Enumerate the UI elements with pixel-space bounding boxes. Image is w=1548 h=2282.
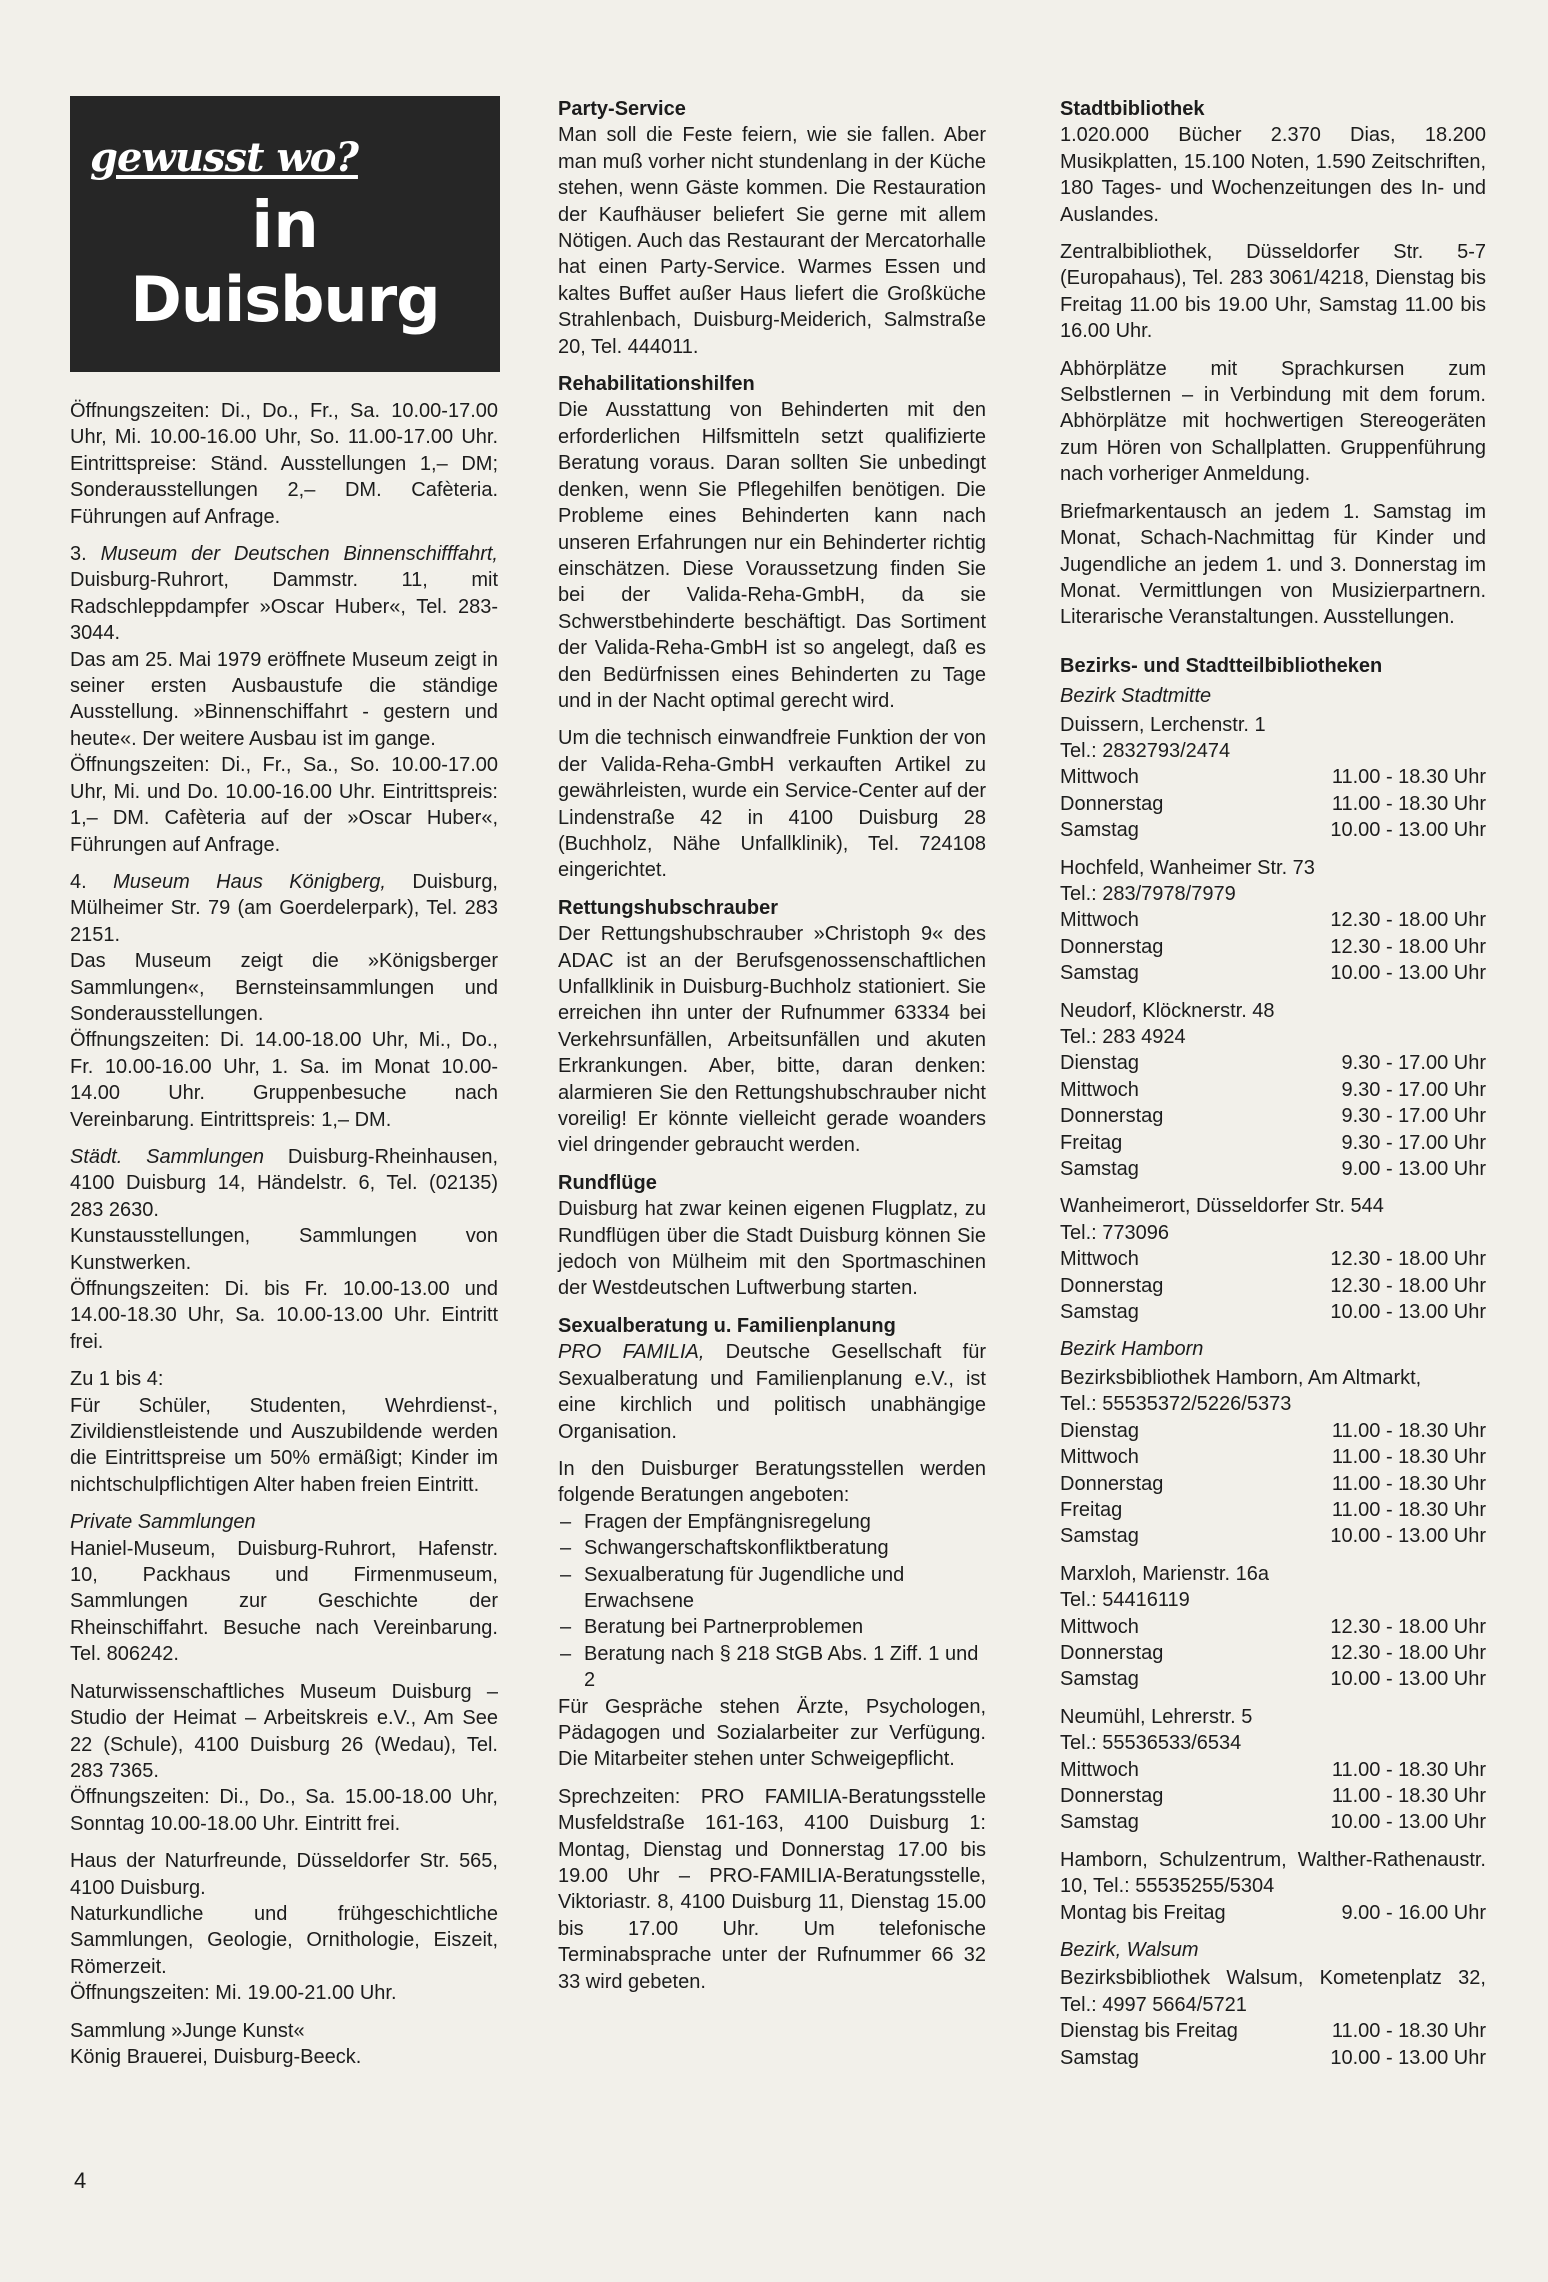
- museum-paragraph: [70, 1027, 498, 1133]
- entry-text: Duisburg, Mülheimer Str. 79 (am Goerdelerpark), Tel. 283 2151.: [70, 870, 498, 946]
- time-range: 9.30 - 17.00 Uhr: [1341, 1052, 1486, 1075]
- museum-paragraph: [70, 1536, 498, 1668]
- hours-row: [1060, 1418, 1486, 1444]
- branch-address: Neumühl, Lehrerstr. 5: [1060, 1705, 1253, 1728]
- hours-row: [1060, 1757, 1486, 1783]
- museum-paragraph: [70, 869, 498, 948]
- branch-address: Wanheimerort, Düsseldorfer Str. 544: [1060, 1195, 1384, 1218]
- hours-row: [1060, 1050, 1486, 1076]
- weekday: Freitag: [1060, 1498, 1123, 1521]
- stadtbibliothek-listening: Abhörplätze mit Sprachkursen zum Selbstlernen – in Verbindung mit dem forum. Abhörplätze mit hochwertigen Stereogeräten zum Hören von Schallplatten. Gruppenführung nach vorheriger Anmeldung.: [1060, 357, 1486, 486]
- district-name: Bezirk, Walsum: [1060, 1939, 1199, 1961]
- branch-phone: Tel.: 283/7978/7979: [1060, 882, 1236, 905]
- entry-text: Öffnungszeiten: Di., Do., Sa. 15.00-18.00 Uhr, Sonntag 10.00-18.00 Uhr. Eintritt frei.: [70, 1786, 498, 1835]
- masthead-in: in: [251, 189, 319, 263]
- opening-hours-table: [1060, 1418, 1486, 1550]
- weekday: Donnerstag: [1060, 1274, 1164, 1297]
- opening-hours-table: [1060, 764, 1486, 843]
- weekday: Mittwoch: [1060, 1248, 1139, 1271]
- time-range: 9.30 - 17.00 Uhr: [1341, 1105, 1486, 1128]
- branch-phone: Tel.: 2832793/2474: [1060, 739, 1231, 762]
- hours-row: [1060, 1497, 1486, 1523]
- museum-listings: [70, 398, 498, 2070]
- entry-text: König Brauerei, Duisburg-Beeck.: [70, 2045, 362, 2068]
- hours-row: [1060, 1614, 1486, 1640]
- weekday: Samstag: [1060, 2046, 1139, 2069]
- weekday: Mittwoch: [1060, 766, 1139, 789]
- masthead-box: [70, 96, 500, 372]
- hours-row: [1060, 2018, 1486, 2044]
- entry-text: Öffnungszeiten: Di., Do., Fr., Sa. 10.00-17.00 Uhr, Mi. 10.00-16.00 Uhr, So. 11.00-17.00 Uhr. Eintrittspreise: Ständ. Ausstellungen 1,– DM; Sonderausstellungen 2,– DM. Cafèteria. Führungen auf Anfrage.: [70, 400, 498, 528]
- entry-number: 3.: [70, 543, 101, 566]
- time-range: 11.00 - 18.30 Uhr: [1331, 1446, 1486, 1469]
- hours-row: [1060, 1156, 1486, 1182]
- branch-phone: Tel.: 55535372/5226/5373: [1060, 1393, 1292, 1416]
- weekday: Dienstag bis Freitag: [1060, 2020, 1238, 2043]
- entry-text: Sammlung »Junge Kunst«: [70, 2019, 305, 2042]
- branch-phone: Tel.: 773096: [1060, 1221, 1169, 1244]
- museum-paragraph: [70, 1509, 498, 1535]
- weekday: Mittwoch: [1060, 909, 1139, 932]
- entry-text: Öffnungszeiten: Di. 14.00-18.00 Uhr, Mi., Do., Fr. 10.00-16.00 Uhr, 1. Sa. im Monat 10.00-14.00 Uhr. Gruppenbesuche nach Vereinbarung. Eintrittspreis: 1,– DM.: [70, 1029, 498, 1131]
- entry-number: 4.: [70, 870, 114, 893]
- hours-row: [1060, 764, 1486, 790]
- branch-address: Bezirksbibliothek Hamborn, Am Altmarkt,: [1060, 1366, 1422, 1389]
- district-name: Bezirk Stadtmitte: [1060, 685, 1212, 708]
- masthead-city: Duisburg: [130, 263, 440, 336]
- opening-hours-table: [1060, 907, 1486, 986]
- branch-phone: Tel.: 54416119: [1060, 1589, 1190, 1612]
- entry-text: Zu 1 bis 4:: [70, 1368, 164, 1391]
- entry-title: Museum Haus Königberg,: [113, 870, 386, 893]
- museum-paragraph: [70, 647, 498, 753]
- entry-title: Private Sammlungen: [70, 1511, 256, 1534]
- time-range: 12.30 - 18.00 Uhr: [1330, 935, 1486, 958]
- weekday: Montag bis Freitag: [1060, 1901, 1226, 1924]
- time-range: 11.00 - 18.30 Uhr: [1331, 1419, 1486, 1442]
- entry-text: Naturwissenschaftliches Museum Duisburg – Studio der Heimat – Arbeitskreis e.V., Am See 22 (Schule), 4100 Duisburg 26 (Wedau), Tel. 283 7365.: [70, 1680, 498, 1782]
- branch-address: Hochfeld, Wanheimer Str. 73: [1060, 856, 1315, 879]
- branch-address: Duissern, Lerchenstr. 1: [1060, 713, 1266, 736]
- entry-text: Haus der Naturfreunde, Düsseldorfer Str. 565, 4100 Duisburg.: [70, 1850, 498, 1899]
- time-range: 12.30 - 18.00 Uhr: [1330, 1248, 1486, 1271]
- sexualberatung-staff: Für Gespräche stehen Ärzte, Psychologen, Pädagogen und Sozialarbeiter zur Verfügung. Die Mitarbeiter stehen unter Schweigepflicht.: [558, 1695, 986, 1771]
- sexualberatung-hours: Sprechzeiten: PRO FAMILIA-Beratungsstelle Musfeldstraße 161-163, 4100 Duisburg 1: Montag, Dienstag und Donnerstag 17.00 bis 19.00 Uhr – PRO-FAMILIA-Beratungsstelle, Viktoriastr. 8, 4100 Duisburg 11, Dienstag 15.00 bis 17.00 Uhr. Um telefonische Terminabsprache unter der Rufnummer 66 32 33 wird gebeten.: [558, 1785, 986, 1993]
- museum-paragraph: [70, 1393, 498, 1499]
- entry-text: Öffnungszeiten: Di. bis Fr. 10.00-13.00 und 14.00-18.30 Uhr, Sa. 10.00-13.00 Uhr. Eintritt frei.: [70, 1278, 498, 1353]
- rundfluege-heading: Rundflüge: [558, 1171, 657, 1194]
- weekday: Samstag: [1060, 1525, 1139, 1548]
- opening-hours-table: [1060, 1900, 1486, 1926]
- beratung-item: – Sexualberatung für Jugendliche und Erwachsene: [558, 1562, 986, 1615]
- entry-text: Kunstausstellungen, Sammlungen von Kunstwerken.: [70, 1225, 498, 1274]
- weekday: Donnerstag: [1060, 792, 1164, 815]
- museum-paragraph: [70, 541, 498, 647]
- entry-text: Duisburg-Rheinhausen, 4100 Duisburg 14, Händelstr. 6, Tel. (02135) 283 2630.: [70, 1145, 498, 1221]
- hours-row: [1060, 1130, 1486, 1156]
- opening-hours-table: [1060, 1614, 1486, 1693]
- hours-row: [1060, 791, 1486, 817]
- branch-address: Bezirksbibliothek Walsum, Kometenplatz 32, Tel.: 4997 5664/5721: [1060, 1967, 1486, 2016]
- weekday: Dienstag: [1060, 1052, 1139, 1075]
- weekday: Mittwoch: [1060, 1758, 1139, 1781]
- pro-familia-intro-text: Deutsche Gesellschaft für Sexualberatung und Familienplanung e.V., ist eine kirchlich und politisch unabhängige Organisation.: [558, 1341, 986, 1443]
- opening-hours-table: [1060, 1757, 1486, 1836]
- museum-paragraph: [70, 948, 498, 1027]
- masthead-subtitle: gewusst wo?: [90, 134, 358, 181]
- branch-address: Marxloh, Marienstr. 16a: [1060, 1562, 1269, 1585]
- entry-text: Das am 25. Mai 1979 eröffnete Museum zeigt in seiner ersten Ausbaustufe die ständige Ausstellung. »Binnenschiffahrt - gestern und heute«. Der weitere Ausbau ist im gange.: [70, 648, 498, 750]
- museum-paragraph: [70, 1679, 498, 1785]
- weekday: Mittwoch: [1060, 1446, 1139, 1469]
- branch-phone: Tel.: 283 4924: [1060, 1026, 1186, 1048]
- time-range: 10.00 - 13.00 Uhr: [1330, 819, 1486, 842]
- hours-row: [1060, 1077, 1486, 1103]
- bezirk-heading: Bezirks- und Stadtteilbibliotheken: [1060, 654, 1383, 677]
- time-range: 12.30 - 18.00 Uhr: [1330, 909, 1486, 932]
- reha-text-2: Um die technisch einwandfreie Funktion der von der Valida-Reha-GmbH verkauften Artikel zu gewährleisten, wurde ein Service-Center auf der Lindenstraße 42 in 4100 Duisburg 28 (Buchholz, Nähe Unfallklinik), Tel. 724108 eingerichtet.: [558, 727, 986, 882]
- museum-paragraph: [70, 1223, 498, 1276]
- time-range: 11.00 - 18.30 Uhr: [1331, 1784, 1486, 1807]
- party-service-heading: Party-Service: [558, 98, 686, 120]
- time-range: 10.00 - 13.00 Uhr: [1330, 1301, 1486, 1324]
- museum-paragraph: [70, 1784, 498, 1837]
- hours-row: [1060, 1523, 1486, 1549]
- weekday: Donnerstag: [1060, 1641, 1164, 1664]
- beratung-item: – Beratung nach § 218 StGB Abs. 1 Ziff. 1 und 2: [558, 1641, 986, 1694]
- weekday: Donnerstag: [1060, 935, 1164, 958]
- stadtbibliothek-events: Briefmarkentausch an jedem 1. Samstag im Monat, Schach-Nachmittag für Kinder und Jugendliche an jedem 1. und 3. Donnerstag im Monat. Vermittlungen von Musizierpartnern. Literarische Veranstaltungen. Ausstellungen.: [1060, 500, 1486, 629]
- branch-address: Neudorf, Klöcknerstr. 48: [1060, 999, 1275, 1022]
- time-range: 10.00 - 13.00 Uhr: [1330, 1525, 1486, 1548]
- opening-hours-table: [1060, 2018, 1486, 2071]
- time-range: 11.00 - 18.30 Uhr: [1331, 766, 1486, 789]
- hours-row: [1060, 1471, 1486, 1497]
- reha-heading: Rehabilitationshilfen: [558, 373, 755, 396]
- hours-row: [1060, 1900, 1486, 1926]
- weekday: Mittwoch: [1060, 1078, 1139, 1101]
- museum-paragraph: [70, 1901, 498, 1980]
- sexualberatung-heading: Sexualberatung u. Familienplanung: [558, 1314, 896, 1337]
- time-range: 9.00 - 13.00 Uhr: [1341, 1158, 1486, 1181]
- hours-row: [1060, 934, 1486, 960]
- entry-title: Städt. Sammlungen: [70, 1145, 264, 1168]
- time-range: 10.00 - 13.00 Uhr: [1330, 2046, 1486, 2069]
- time-range: 12.30 - 18.00 Uhr: [1330, 1274, 1486, 1297]
- entry-title: Museum der Deutschen Binnenschifffahrt,: [100, 543, 498, 566]
- time-range: 10.00 - 13.00 Uhr: [1330, 1811, 1486, 1834]
- entry-text: Haniel-Museum, Duisburg-Ruhrort, Hafenstr. 10, Packhaus und Firmenmuseum, Sammlungen zur Geschichte der Rheinschiffahrt. Besuche nach Vereinbarung. Tel. 806242.: [70, 1537, 498, 1666]
- time-range: 12.30 - 18.00 Uhr: [1330, 1615, 1486, 1638]
- museum-paragraph: [70, 1366, 498, 1392]
- hours-row: [1060, 1666, 1486, 1692]
- column-middle: [558, 96, 986, 2006]
- hours-row: [1060, 960, 1486, 986]
- museum-paragraph: [70, 398, 498, 530]
- rettung-text: Der Rettungshubschrauber »Christoph 9« des ADAC ist an der Berufsgenossenschaftlichen Unfallklinik in Duisburg-Buchholz stationiert. Sie erreichen ihn unter der Rufnummer 63334 bei Verkehrsunfällen, Arbeitsunfällen und akuten Erkrankungen. Aber, bitte, daran denken: alarmieren Sie den Rettungshubschrauber nicht voreilig! Er könnte vielleicht gerade woanders viel dringender gebraucht werden.: [558, 923, 986, 1157]
- entry-text: Öffnungszeiten: Mi. 19.00-21.00 Uhr.: [70, 1982, 397, 2005]
- column-right: [1060, 96, 1486, 2082]
- page-number: 4: [74, 2168, 87, 2193]
- museum-paragraph: [70, 2018, 498, 2044]
- entry-text: Für Schüler, Studenten, Wehrdienst-, Zivildienstleistende und Auszubildende werden die Eintrittspreise um 50% ermäßigt; Kinder im nichtschulpflichtigen Alter haben freien Eintritt.: [70, 1394, 498, 1496]
- sexualberatung-lead: In den Duisburger Beratungsstellen werden folgende Beratungen angeboten:: [558, 1457, 986, 1507]
- museum-paragraph: [70, 1144, 498, 1223]
- weekday: Donnerstag: [1060, 1784, 1164, 1807]
- weekday: Dienstag: [1060, 1419, 1139, 1442]
- party-service-text: Man soll die Feste feiern, wie sie fallen. Aber man muß vorher nicht stundenlang in der Küche stehen, wenn Gäste kommen. Die Restauration der Kaufhäuser beliefert Sie gerne mit allem Nötigen. Auch das Restaurant der Mercatorhalle hat einen Party-Service. Warmes Essen und kaltes Buffet außer Haus liefert die Großküche Strahlenbach, Duisburg-Meiderich, Salmstraße 20, Tel. 444011.: [558, 124, 986, 358]
- rundfluege-text: Duisburg hat zwar keinen eigenen Flugplatz, zu Rundflügen über die Stadt Duisburg können Sie jedoch von Mülheim mit den Sportmaschinen der Westdeutschen Luftwerbung starten.: [558, 1198, 986, 1300]
- opening-hours-table: [1060, 1050, 1486, 1182]
- time-range: 9.00 - 16.00 Uhr: [1341, 1901, 1486, 1924]
- reha-text-1: Die Ausstattung von Behinderten mit den erforderlichen Hilfsmitteln setzt qualifizierte Beratung voraus. Daran sollten Sie unbedingt denken, wenn Sie Pflegehilfen benötigen. Die Probleme eines Behinderten kann nach unseren Erfahrungen nur ein Behinderter richtig einschätzen. Diese Voraussetzung finden Sie bei der Valida-Reha-GmbH, da sie Schwerstbehinderte beschäftigt. Das Sortiment der Valida-Reha-GmbH ist so angelegt, daß es den Bedürfnissen eines Behinderten zu Tage und in der Nacht optimal gerecht wird.: [558, 399, 986, 712]
- weekday: Mittwoch: [1060, 1615, 1139, 1638]
- museum-paragraph: [70, 1276, 498, 1355]
- time-range: 9.30 - 17.00 Uhr: [1341, 1078, 1486, 1101]
- hours-row: [1060, 1809, 1486, 1835]
- hours-row: [1060, 1444, 1486, 1470]
- beratung-item: – Fragen der Empfängnisregelung: [558, 1509, 986, 1535]
- district-name: Bezirk Hamborn: [1060, 1338, 1204, 1361]
- entry-text: Das Museum zeigt die »Königsberger Sammlungen«, Bernsteinsammlungen und Sonderausstellungen.: [70, 950, 498, 1025]
- museum-paragraph: [70, 2044, 498, 2070]
- branch-address: Hamborn, Schulzentrum, Walther-Rathenaustr. 10, Tel.: 55535255/5304: [1060, 1848, 1486, 1898]
- museum-paragraph: [70, 1848, 498, 1901]
- time-range: 11.00 - 18.30 Uhr: [1331, 1472, 1486, 1495]
- entry-text: Duisburg-Ruhrort, Dammstr. 11, mit Radschleppdampfer »Oscar Huber«, Tel. 283-3044.: [70, 569, 498, 645]
- beratung-item: – Schwangerschaftskonfliktberatung: [558, 1535, 986, 1561]
- opening-hours-table: [1060, 1246, 1486, 1325]
- beratung-item: – Beratung bei Partnerproblemen: [558, 1614, 986, 1640]
- hours-row: [1060, 1246, 1486, 1272]
- time-range: 11.00 - 18.30 Uhr: [1331, 1498, 1486, 1521]
- hours-row: [1060, 1783, 1486, 1809]
- hours-row: [1060, 817, 1486, 843]
- weekday: Samstag: [1060, 819, 1139, 842]
- sexualberatung-intro: [558, 1339, 986, 1445]
- entry-text: Naturkundliche und frühgeschichtliche Sammlungen, Geologie, Ornithologie, Eiszeit, Römerzeit.: [70, 1902, 498, 1978]
- time-range: 9.30 - 17.00 Uhr: [1341, 1131, 1486, 1154]
- beratungen-list: [558, 1509, 986, 1694]
- weekday: Donnerstag: [1060, 1105, 1164, 1128]
- weekday: Samstag: [1060, 962, 1139, 985]
- hours-row: [1060, 1640, 1486, 1666]
- column-left: [70, 96, 498, 2081]
- museum-paragraph: [70, 752, 498, 858]
- weekday: Samstag: [1060, 1158, 1139, 1181]
- stadtbibliothek-stock: 1.020.000 Bücher 2.370 Dias, 18.200 Musikplatten, 15.100 Noten, 1.590 Zeitschriften, 180 Tages- und Wochenzeitungen des In- und Auslandes.: [1060, 124, 1486, 226]
- weekday: Samstag: [1060, 1668, 1139, 1691]
- museum-paragraph: [70, 1980, 498, 2006]
- rettung-heading: Rettungshubschrauber: [558, 896, 779, 919]
- hours-row: [1060, 1299, 1486, 1325]
- hours-row: [1060, 1103, 1486, 1129]
- time-range: 10.00 - 13.00 Uhr: [1330, 962, 1486, 985]
- entry-text: Öffnungszeiten: Di., Fr., Sa., So. 10.00-17.00 Uhr, Mi. und Do. 10.00-16.00 Uhr. Eintrittspreis: 1,– DM. Cafèteria auf der »Oscar Huber«, Führungen auf Anfrage.: [70, 754, 498, 856]
- branch-phone: Tel.: 55536533/6534: [1060, 1732, 1242, 1755]
- time-range: 12.30 - 18.00 Uhr: [1330, 1641, 1486, 1664]
- hours-row: [1060, 907, 1486, 933]
- hours-row: [1060, 2045, 1486, 2071]
- hours-row: [1060, 1273, 1486, 1299]
- stadtbibliothek-central: Zentralbibliothek, Düsseldorfer Str. 5-7 (Europahaus), Tel. 283 3061/4218, Dienstag bis Freitag 11.00 bis 19.00 Uhr, Samstag 11.00 bis 16.00 Uhr.: [1060, 241, 1486, 343]
- district-libraries: [1060, 683, 1486, 2071]
- weekday: Freitag: [1060, 1131, 1123, 1154]
- time-range: 11.00 - 18.30 Uhr: [1331, 792, 1486, 815]
- weekday: Samstag: [1060, 1301, 1139, 1324]
- time-range: 10.00 - 13.00 Uhr: [1330, 1668, 1486, 1691]
- stadtbibliothek-heading: Stadtbibliothek: [1060, 98, 1205, 120]
- pro-familia-name: PRO FAMILIA,: [558, 1341, 705, 1364]
- weekday: Samstag: [1060, 1811, 1139, 1834]
- weekday: Donnerstag: [1060, 1472, 1164, 1495]
- time-range: 11.00 - 18.30 Uhr: [1331, 2020, 1486, 2043]
- time-range: 11.00 - 18.30 Uhr: [1331, 1758, 1486, 1781]
